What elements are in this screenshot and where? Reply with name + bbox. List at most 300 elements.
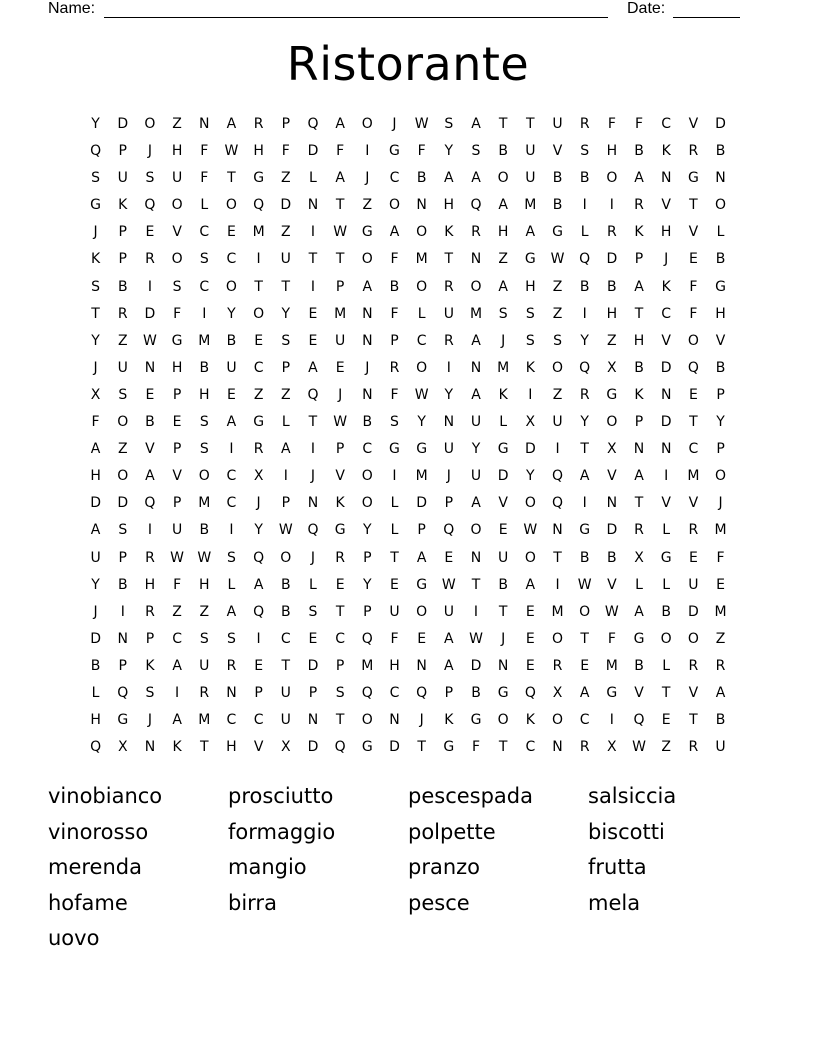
grid-letter[interactable]: W (224, 143, 239, 160)
grid-letter[interactable]: E (254, 657, 264, 674)
grid-letter[interactable]: D (90, 630, 101, 647)
grid-letter[interactable]: R (443, 278, 454, 295)
grid-letter[interactable]: M (415, 251, 428, 268)
grid-letter[interactable]: V (145, 441, 155, 458)
grid-letter[interactable]: A (90, 522, 101, 539)
grid-letter[interactable]: S (471, 143, 481, 160)
grid-letter[interactable]: S (91, 170, 101, 187)
grid-letter[interactable]: W (577, 576, 592, 593)
grid-letter[interactable]: Q (117, 684, 129, 701)
grid-letter[interactable]: F (390, 251, 399, 268)
grid-letter[interactable]: T (634, 305, 644, 322)
grid-letter[interactable]: B (607, 549, 617, 566)
grid-letter[interactable]: X (634, 549, 644, 566)
grid-letter[interactable]: X (253, 468, 264, 485)
grid-letter[interactable]: C (280, 630, 291, 647)
grid-letter[interactable]: M (687, 468, 700, 485)
grid-letter[interactable]: A (444, 170, 454, 187)
name-blank-line[interactable] (104, 17, 608, 18)
grid-letter[interactable]: U (552, 116, 563, 132)
grid-letter[interactable]: A (634, 468, 644, 485)
grid-letter[interactable]: Z (172, 603, 182, 620)
grid-letter[interactable]: P (118, 657, 127, 674)
grid-letter[interactable]: Q (361, 630, 373, 647)
grid-letter[interactable]: T (91, 305, 100, 322)
grid-letter[interactable]: N (606, 495, 618, 512)
grid-letter[interactable]: Y (716, 414, 725, 431)
grid-letter[interactable]: A (335, 116, 345, 132)
grid-letter[interactable]: U (443, 305, 454, 322)
grid-letter[interactable]: Z (498, 251, 508, 268)
grid-letter[interactable]: E (716, 576, 725, 593)
grid-letter[interactable]: W (197, 549, 212, 566)
grid-letter[interactable]: Q (579, 251, 591, 268)
grid-letter[interactable]: D (660, 414, 672, 431)
grid-letter[interactable]: Q (334, 739, 346, 756)
grid-letter[interactable]: V (688, 495, 699, 512)
grid-letter[interactable]: R (579, 116, 590, 132)
grid-letter[interactable]: M (714, 603, 727, 620)
grid-letter[interactable]: H (443, 197, 455, 214)
grid-letter[interactable]: E (172, 414, 182, 431)
grid-letter[interactable]: H (171, 143, 183, 160)
grid-letter[interactable]: S (227, 630, 236, 647)
grid-letter[interactable]: A (90, 441, 101, 458)
grid-letter[interactable]: K (498, 386, 508, 403)
grid-letter[interactable]: I (147, 522, 152, 539)
grid-letter[interactable]: L (662, 576, 671, 593)
grid-letter[interactable]: P (444, 495, 454, 512)
grid-letter[interactable]: O (579, 603, 591, 620)
grid-letter[interactable]: D (606, 251, 618, 268)
grid-letter[interactable]: J (93, 603, 98, 620)
grid-letter[interactable]: H (497, 224, 509, 241)
grid-letter[interactable]: L (281, 414, 290, 431)
grid-letter[interactable]: N (660, 386, 672, 403)
grid-letter[interactable]: N (389, 712, 400, 729)
grid-letter[interactable]: Z (172, 116, 182, 132)
grid-letter[interactable]: A (226, 603, 237, 620)
grid-letter[interactable]: T (553, 549, 562, 566)
grid-letter[interactable]: V (634, 684, 644, 701)
grid-letter[interactable]: R (688, 657, 699, 674)
grid-letter[interactable]: F (607, 630, 616, 647)
grid-letter[interactable]: Q (687, 359, 699, 376)
grid-letter[interactable]: R (471, 224, 481, 241)
grid-letter[interactable]: C (253, 712, 264, 729)
grid-letter[interactable]: A (634, 278, 644, 295)
grid-letter[interactable]: L (716, 224, 725, 241)
grid-letter[interactable]: N (443, 414, 455, 431)
grid-letter[interactable]: T (498, 739, 508, 756)
grid-letter[interactable]: F (200, 170, 209, 187)
grid-letter[interactable]: S (199, 414, 209, 431)
grid-letter[interactable]: Y (254, 522, 263, 539)
grid-letter[interactable]: J (501, 332, 506, 349)
grid-letter[interactable]: H (660, 224, 672, 241)
grid-letter[interactable]: I (582, 495, 587, 512)
grid-letter[interactable]: N (144, 359, 156, 376)
grid-letter[interactable]: N (552, 739, 563, 756)
grid-letter[interactable]: Q (253, 549, 265, 566)
grid-letter[interactable]: T (281, 657, 291, 674)
grid-letter[interactable]: G (334, 522, 346, 539)
grid-letter[interactable]: T (580, 441, 589, 458)
grid-letter[interactable]: W (143, 332, 157, 349)
grid-letter[interactable]: Q (90, 143, 102, 160)
grid-letter[interactable]: A (471, 495, 481, 512)
grid-letter[interactable]: O (416, 603, 428, 620)
grid-letter[interactable]: M (252, 224, 265, 241)
grid-letter[interactable]: C (661, 305, 672, 322)
grid-letter[interactable]: A (525, 224, 536, 241)
grid-letter[interactable]: U (171, 170, 183, 187)
grid-letter[interactable]: V (552, 143, 563, 160)
grid-letter[interactable]: P (335, 441, 345, 458)
grid-letter[interactable]: I (609, 197, 614, 214)
grid-letter[interactable]: U (498, 549, 509, 566)
grid-letter[interactable]: R (226, 657, 237, 674)
grid-letter[interactable]: F (689, 278, 698, 295)
grid-letter[interactable]: M (524, 197, 537, 214)
grid-letter[interactable]: T (199, 739, 209, 756)
grid-letter[interactable]: Z (280, 386, 291, 403)
grid-letter[interactable]: Q (90, 739, 102, 756)
grid-letter[interactable]: S (390, 414, 399, 431)
grid-letter[interactable]: L (227, 576, 236, 593)
grid-letter[interactable]: Z (362, 197, 373, 214)
grid-letter[interactable]: B (471, 684, 481, 701)
grid-letter[interactable]: O (361, 468, 373, 485)
grid-letter[interactable]: S (118, 522, 128, 539)
grid-letter[interactable]: U (117, 359, 128, 376)
grid-letter[interactable]: Z (715, 630, 726, 647)
grid-letter[interactable]: P (335, 657, 345, 674)
grid-letter[interactable]: L (662, 657, 671, 674)
grid-letter[interactable]: U (443, 603, 454, 620)
grid-letter[interactable]: E (335, 359, 345, 376)
grid-letter[interactable]: G (552, 224, 563, 241)
grid-letter[interactable]: I (609, 712, 614, 729)
grid-letter[interactable]: N (552, 522, 563, 539)
grid-letter[interactable]: W (604, 603, 619, 620)
grid-letter[interactable]: E (390, 576, 399, 593)
grid-letter[interactable]: D (117, 116, 129, 132)
grid-letter[interactable]: R (688, 522, 699, 539)
grid-letter[interactable]: A (253, 576, 264, 593)
grid-letter[interactable]: N (362, 332, 373, 349)
grid-letter[interactable]: G (253, 170, 265, 187)
grid-letter[interactable]: U (552, 414, 563, 431)
grid-letter[interactable]: T (526, 116, 535, 132)
grid-letter[interactable]: A (226, 414, 237, 431)
grid-letter[interactable]: X (525, 414, 536, 431)
grid-letter[interactable]: G (497, 684, 509, 701)
grid-letter[interactable]: Y (444, 143, 454, 160)
grid-letter[interactable]: Z (552, 278, 563, 295)
grid-letter[interactable]: T (498, 603, 508, 620)
grid-letter[interactable]: J (718, 495, 723, 512)
grid-letter[interactable]: B (117, 576, 128, 593)
grid-letter[interactable]: E (145, 386, 155, 403)
grid-letter[interactable]: O (497, 170, 509, 187)
grid-letter[interactable]: G (633, 630, 645, 647)
grid-letter[interactable]: P (172, 495, 182, 512)
grid-letter[interactable]: B (661, 603, 671, 620)
grid-letter[interactable]: W (632, 739, 646, 756)
grid-letter[interactable]: L (200, 197, 209, 214)
grid-letter[interactable]: L (309, 170, 317, 187)
grid-letter[interactable]: B (280, 576, 291, 593)
grid-letter[interactable]: Y (91, 576, 100, 593)
grid-letter[interactable]: O (551, 359, 564, 376)
grid-letter[interactable]: E (308, 332, 318, 349)
grid-letter[interactable]: M (497, 359, 510, 376)
grid-letter[interactable]: P (390, 332, 399, 349)
grid-letter[interactable]: Z (552, 386, 563, 403)
grid-letter[interactable]: Z (552, 305, 563, 322)
grid-letter[interactable]: C (226, 712, 237, 729)
grid-letter[interactable]: Y (281, 305, 291, 322)
grid-letter[interactable]: H (171, 359, 183, 376)
grid-letter[interactable]: R (579, 739, 590, 756)
grid-letter[interactable]: C (362, 441, 373, 458)
grid-letter[interactable]: M (415, 468, 428, 485)
grid-letter[interactable]: W (523, 522, 538, 539)
grid-letter[interactable]: T (689, 712, 698, 729)
grid-letter[interactable]: T (580, 630, 589, 647)
grid-letter[interactable]: A (444, 657, 454, 674)
grid-letter[interactable]: O (687, 630, 699, 647)
grid-letter[interactable]: U (90, 549, 101, 566)
grid-letter[interactable]: I (310, 278, 316, 295)
grid-letter[interactable]: P (281, 359, 291, 376)
grid-letter[interactable]: T (444, 251, 454, 268)
grid-letter[interactable]: H (606, 305, 618, 322)
grid-letter[interactable]: P (172, 441, 182, 458)
grid-letter[interactable]: Q (551, 495, 564, 512)
grid-letter[interactable]: F (607, 116, 616, 132)
grid-letter[interactable]: S (199, 441, 209, 458)
grid-letter[interactable]: B (280, 603, 291, 620)
grid-letter[interactable]: G (416, 576, 428, 593)
grid-letter[interactable]: F (689, 305, 698, 322)
grid-letter[interactable]: C (226, 495, 237, 512)
grid-letter[interactable]: B (552, 170, 563, 187)
grid-letter[interactable]: R (715, 657, 726, 674)
grid-letter[interactable]: Z (253, 386, 264, 403)
grid-letter[interactable]: Y (363, 522, 372, 539)
grid-letter[interactable]: I (664, 468, 669, 485)
grid-letter[interactable]: O (117, 468, 129, 485)
grid-letter[interactable]: B (498, 576, 508, 593)
grid-letter[interactable]: R (145, 603, 155, 620)
grid-letter[interactable]: K (634, 224, 644, 241)
grid-letter[interactable]: R (199, 684, 210, 701)
grid-letter[interactable]: S (580, 143, 590, 160)
grid-letter[interactable]: K (444, 224, 454, 241)
grid-letter[interactable]: J (147, 712, 152, 729)
grid-letter[interactable]: B (715, 143, 726, 160)
grid-letter[interactable]: F (336, 143, 345, 160)
grid-letter[interactable]: A (281, 441, 291, 458)
grid-letter[interactable]: S (308, 603, 318, 620)
grid-letter[interactable]: L (499, 414, 508, 431)
grid-letter[interactable]: O (606, 170, 618, 187)
grid-letter[interactable]: C (172, 630, 182, 647)
grid-letter[interactable]: G (416, 441, 428, 458)
grid-letter[interactable]: P (444, 684, 454, 701)
grid-letter[interactable]: B (117, 278, 128, 295)
grid-letter[interactable]: Q (524, 684, 536, 701)
grid-letter[interactable]: F (390, 305, 399, 322)
grid-letter[interactable]: P (118, 251, 127, 268)
grid-letter[interactable]: J (93, 359, 98, 376)
grid-letter[interactable]: D (307, 657, 319, 674)
grid-letter[interactable]: I (473, 603, 479, 620)
grid-letter[interactable]: O (253, 305, 265, 322)
grid-letter[interactable]: G (524, 251, 536, 268)
grid-letter[interactable]: N (362, 305, 373, 322)
grid-letter[interactable]: A (444, 630, 454, 647)
grid-letter[interactable]: K (90, 251, 101, 268)
grid-letter[interactable]: Y (526, 468, 535, 485)
grid-letter[interactable]: Y (91, 116, 100, 132)
grid-letter[interactable]: S (118, 386, 128, 403)
grid-letter[interactable]: J (147, 143, 152, 160)
grid-letter[interactable]: T (390, 549, 399, 566)
grid-letter[interactable]: D (687, 603, 699, 620)
grid-letter[interactable]: Q (253, 603, 265, 620)
grid-letter[interactable]: J (310, 549, 316, 566)
grid-letter[interactable]: Z (280, 224, 291, 241)
grid-letter[interactable]: A (498, 278, 508, 295)
grid-letter[interactable]: B (145, 414, 155, 431)
grid-letter[interactable]: Q (307, 386, 319, 403)
grid-letter[interactable]: R (389, 359, 400, 376)
grid-letter[interactable]: B (715, 712, 726, 729)
grid-letter[interactable]: E (498, 522, 508, 539)
grid-letter[interactable]: X (552, 684, 563, 701)
grid-letter[interactable]: N (307, 712, 319, 729)
grid-letter[interactable]: R (145, 549, 155, 566)
grid-letter[interactable]: Q (361, 684, 373, 701)
grid-letter[interactable]: D (90, 495, 101, 512)
grid-letter[interactable]: G (660, 549, 672, 566)
grid-letter[interactable]: J (338, 386, 343, 403)
grid-letter[interactable]: O (280, 549, 292, 566)
grid-letter[interactable]: E (335, 576, 345, 593)
grid-letter[interactable]: I (283, 468, 288, 485)
grid-letter[interactable]: O (524, 495, 536, 512)
grid-letter[interactable]: F (173, 305, 182, 322)
grid-letter[interactable]: B (715, 359, 726, 376)
grid-letter[interactable]: A (471, 116, 481, 132)
grid-letter[interactable]: K (118, 197, 128, 214)
grid-letter[interactable]: M (334, 305, 347, 322)
grid-letter[interactable]: E (227, 224, 236, 241)
grid-letter[interactable]: L (91, 684, 100, 701)
grid-letter[interactable]: F (417, 143, 426, 160)
grid-letter[interactable]: A (416, 549, 427, 566)
grid-letter[interactable]: Y (471, 441, 481, 458)
grid-letter[interactable]: R (579, 386, 590, 403)
grid-letter[interactable]: O (470, 278, 482, 295)
grid-letter[interactable]: G (389, 143, 400, 160)
grid-letter[interactable]: H (715, 305, 726, 322)
grid-letter[interactable]: V (253, 739, 264, 756)
grid-letter[interactable]: A (145, 468, 155, 485)
grid-letter[interactable]: J (365, 359, 370, 376)
grid-letter[interactable]: I (446, 359, 451, 376)
grid-letter[interactable]: Q (470, 197, 482, 214)
grid-letter[interactable]: I (120, 603, 125, 620)
grid-letter[interactable]: R (253, 441, 264, 458)
grid-letter[interactable]: R (443, 332, 454, 349)
grid-letter[interactable]: H (633, 332, 645, 349)
grid-letter[interactable]: N (660, 170, 672, 187)
grid-letter[interactable]: W (550, 251, 565, 268)
grid-letter[interactable]: I (229, 522, 234, 539)
grid-letter[interactable]: U (171, 522, 183, 539)
grid-letter[interactable]: P (118, 143, 127, 160)
grid-letter[interactable]: I (582, 305, 587, 322)
grid-letter[interactable]: W (278, 522, 293, 539)
grid-letter[interactable]: B (199, 522, 210, 539)
grid-letter[interactable]: H (199, 386, 210, 403)
grid-letter[interactable]: F (390, 386, 399, 403)
grid-letter[interactable]: O (416, 224, 428, 241)
grid-letter[interactable]: N (470, 251, 482, 268)
grid-letter[interactable]: R (606, 224, 617, 241)
grid-letter[interactable]: O (497, 712, 509, 729)
grid-letter[interactable]: B (634, 657, 644, 674)
grid-letter[interactable]: P (281, 116, 291, 132)
grid-letter[interactable]: T (689, 414, 698, 431)
grid-letter[interactable]: B (579, 278, 590, 295)
grid-letter[interactable]: A (471, 170, 481, 187)
grid-letter[interactable]: Z (661, 739, 671, 756)
grid-letter[interactable]: C (335, 630, 346, 647)
grid-letter[interactable]: V (661, 197, 671, 214)
grid-letter[interactable]: Q (307, 522, 319, 539)
grid-letter[interactable]: E (688, 549, 698, 566)
grid-letter[interactable]: N (497, 657, 509, 674)
grid-letter[interactable]: C (661, 116, 672, 132)
grid-letter[interactable]: D (117, 495, 129, 512)
grid-letter[interactable]: B (389, 278, 400, 295)
grid-letter[interactable]: O (416, 359, 428, 376)
grid-letter[interactable]: S (553, 332, 562, 349)
grid-letter[interactable]: V (661, 332, 671, 349)
grid-letter[interactable]: I (555, 441, 560, 458)
grid-letter[interactable]: S (525, 305, 535, 322)
grid-letter[interactable]: P (716, 441, 725, 458)
grid-letter[interactable]: C (226, 468, 237, 485)
grid-letter[interactable]: G (361, 224, 373, 241)
grid-letter[interactable]: V (688, 684, 699, 701)
grid-letter[interactable]: N (660, 441, 672, 458)
grid-letter[interactable]: B (226, 332, 237, 349)
grid-letter[interactable]: Y (363, 576, 372, 593)
grid-letter[interactable]: Q (443, 522, 455, 539)
grid-letter[interactable]: W (469, 630, 483, 647)
grid-letter[interactable]: O (361, 251, 373, 268)
grid-letter[interactable]: B (416, 170, 427, 187)
grid-letter[interactable]: C (579, 712, 590, 729)
grid-letter[interactable]: C (389, 170, 400, 187)
grid-letter[interactable]: Q (307, 116, 319, 132)
